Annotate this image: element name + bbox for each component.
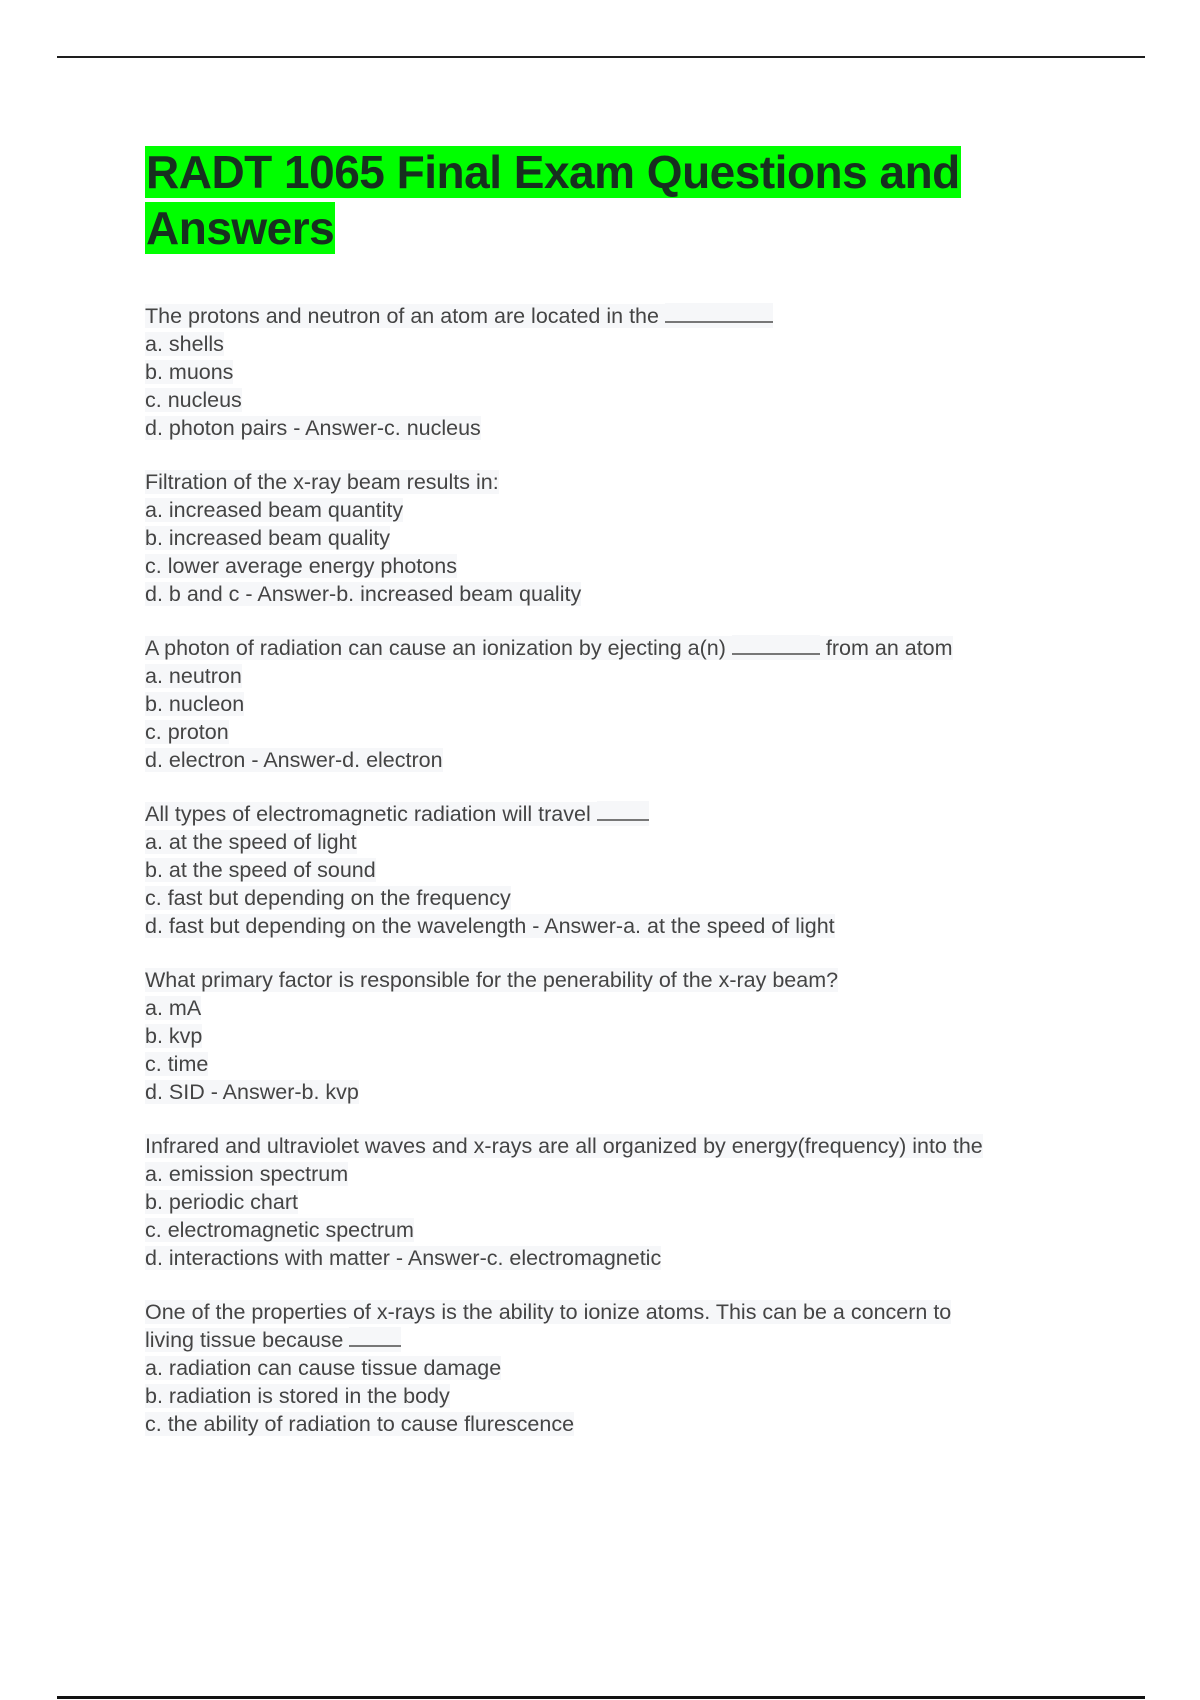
answer-option-with-key: d. b and c - Answer-b. increased beam quality: [145, 582, 582, 606]
answer-option: a. at the speed of light: [145, 830, 357, 854]
answer-option: a. increased beam quantity: [145, 498, 404, 522]
question-block-6: [145, 1132, 1095, 1272]
footer-rule: [57, 1696, 1145, 1699]
question-block-7: [145, 1298, 1095, 1438]
answer-option: c. lower average energy photons: [145, 554, 457, 578]
answer-blank: [349, 1327, 401, 1347]
question-text: What primary factor is responsible for the penerability of the x-ray beam?: [145, 968, 839, 992]
answer-option: b. nucleon: [145, 692, 245, 716]
question-text: Filtration of the x-ray beam results in:: [145, 470, 499, 494]
question-block-3: [145, 634, 1095, 774]
answer-option: a. neutron: [145, 664, 242, 688]
answer-option: b. radiation is stored in the body: [145, 1384, 450, 1408]
question-block-1: [145, 302, 1095, 442]
answer-option: b. kvp: [145, 1024, 203, 1048]
question-text: One of the properties of x-rays is the ability to ionize atoms. This can be a concern to: [145, 1300, 952, 1324]
question-text: A photon of radiation can cause an ionization by ejecting a(n) from an atom: [145, 636, 953, 660]
answer-option: a. mA: [145, 996, 202, 1020]
question-text: The protons and neutron of an atom are located in the: [145, 302, 1095, 330]
question-text: All types of electromagnetic radiation will travel: [145, 800, 1095, 828]
answer-blank: [732, 635, 820, 655]
question-block-5: [145, 966, 1095, 1106]
answer-option-with-key: d. photon pairs - Answer-c. nucleus: [145, 416, 481, 440]
answer-option: a. emission spectrum: [145, 1162, 349, 1186]
answer-option-with-key: d. interactions with matter - Answer-c. electromagnetic: [145, 1246, 662, 1270]
answer-blank: [665, 303, 773, 323]
answer-option: a. shells: [145, 332, 224, 356]
answer-option: b. periodic chart: [145, 1190, 298, 1214]
answer-option-with-key: d. electron - Answer-d. electron: [145, 748, 443, 772]
answer-option: c. nucleus: [145, 388, 242, 412]
answer-option: b. at the speed of sound: [145, 858, 376, 882]
answer-option: c. the ability of radiation to cause flurescence: [145, 1412, 575, 1436]
answer-option: c. fast but depending on the frequency: [145, 886, 511, 910]
document-title: RADT 1065 Final Exam Questions and Answers: [146, 146, 960, 254]
answer-option: c. electromagnetic spectrum: [145, 1218, 414, 1242]
answer-option: b. muons: [145, 360, 234, 384]
answer-option: a. radiation can cause tissue damage: [145, 1356, 502, 1380]
question-list: [145, 302, 1095, 1464]
question-block-2: [145, 468, 1095, 608]
answer-blank: [597, 801, 649, 821]
answer-option: c. time: [145, 1052, 209, 1076]
answer-option-with-key: d. SID - Answer-b. kvp: [145, 1080, 359, 1104]
question-text-continued: living tissue because: [145, 1326, 1095, 1354]
answer-option-with-key: d. fast but depending on the wavelength - Answer-a. at the speed of light: [145, 914, 835, 938]
question-block-4: [145, 800, 1095, 940]
answer-option: b. increased beam quality: [145, 526, 391, 550]
question-text: Infrared and ultraviolet waves and x-rays are all organized by energy(frequency) into the: [145, 1134, 983, 1158]
answer-option: c. proton: [145, 720, 229, 744]
header-rule: [57, 56, 1145, 58]
